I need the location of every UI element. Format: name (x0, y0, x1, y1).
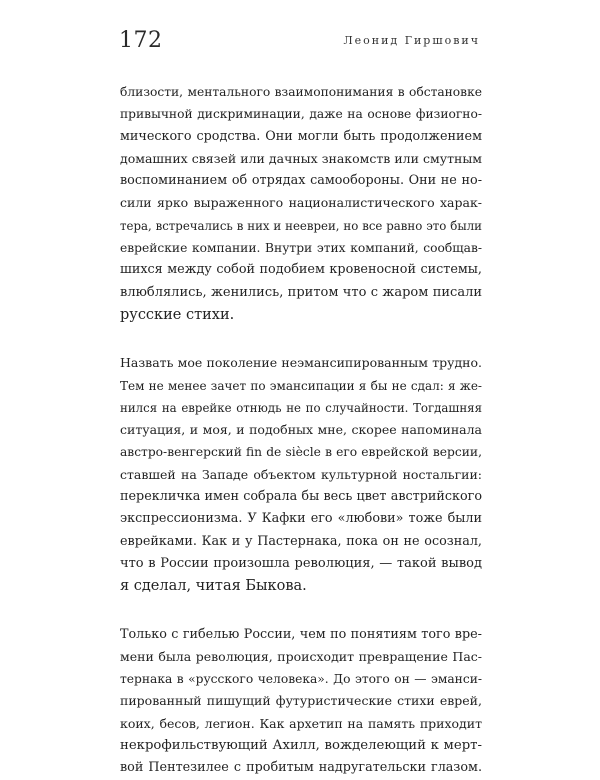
text-line: еврейками. Как и у Пастернака, пока он не осознал, (120, 533, 482, 549)
text-line: русские стихи. (120, 306, 235, 323)
text-line: еврейские компании. Внутри этих компаний, сообщав- (120, 241, 482, 256)
text-line: нился на еврейке отнюдь не по случайности. Тогдашняя (120, 400, 482, 415)
text-line: Только с гибелью России, чем по понятиям того вре- (120, 626, 482, 642)
text-line: шихся между собой подобием кровеносной системы, (120, 262, 482, 278)
text-line: некрофильствующий Ахилл, вожделеющий к мерт- (120, 738, 482, 754)
text-line: Тем не менее зачет по эмансипации я бы не сдал: я же- (120, 378, 482, 393)
paragraph-3 (120, 624, 482, 780)
text-line: ставшей на Западе объектом культурной ностальгии: (120, 466, 482, 482)
text-line: коих, бесов, легион. Как архетип на память приходит (120, 715, 482, 731)
text-line: сили ярко выраженного националистического харак- (120, 195, 482, 211)
paragraph-2 (120, 352, 482, 597)
text-line: перекличка имен собрала бы весь цвет австрийского (120, 489, 482, 505)
text-line: я сделал, читая Быкова. (120, 578, 307, 595)
text-line: тернака в «русского человека». До этого он — эманси- (120, 672, 482, 687)
text-line: вой Пентезилее с пробитым надругательски глазом. (120, 760, 482, 776)
body-text (120, 81, 482, 780)
text-line: пированный пишущий футуристические стихи еврей, (120, 693, 482, 709)
text-line: мени была революция, происходит превращение Пас- (120, 648, 482, 664)
text-line: ситуация, и моя, и подобных мне, скорее напоминала (120, 422, 482, 438)
running-head: Леонид Гиршович (343, 34, 480, 47)
text-line: экспрессионизма. У Кафки его «любови» тоже были (120, 511, 482, 527)
text-line: что в России произошла революция, — такой вывод (120, 555, 482, 571)
text-line: близости, ментального взаимопонимания в обстановке (120, 85, 482, 99)
text-line: Назвать мое поколение неэмансипированным трудно. (120, 355, 482, 371)
text-line: домашних связей или дачных знакомств или смутным (120, 150, 482, 166)
text-line: мического сродства. Они могли быть продолжением (120, 128, 482, 144)
text-line: влюблялись, женились, притом что с жаром писали (120, 284, 482, 300)
text-line: привычной дискриминации, даже на основе физиогно- (120, 107, 482, 122)
page-number: 172 (119, 28, 163, 53)
text-line: тера, встречались в них и неевреи, но все равно это были (120, 218, 482, 233)
text-line: воспоминанием об отрядах самообороны. Они не но- (120, 173, 482, 189)
text-line: австро-венгерский fin de siècle в его еврейской версии, (120, 445, 482, 460)
paragraph-1 (120, 81, 482, 326)
